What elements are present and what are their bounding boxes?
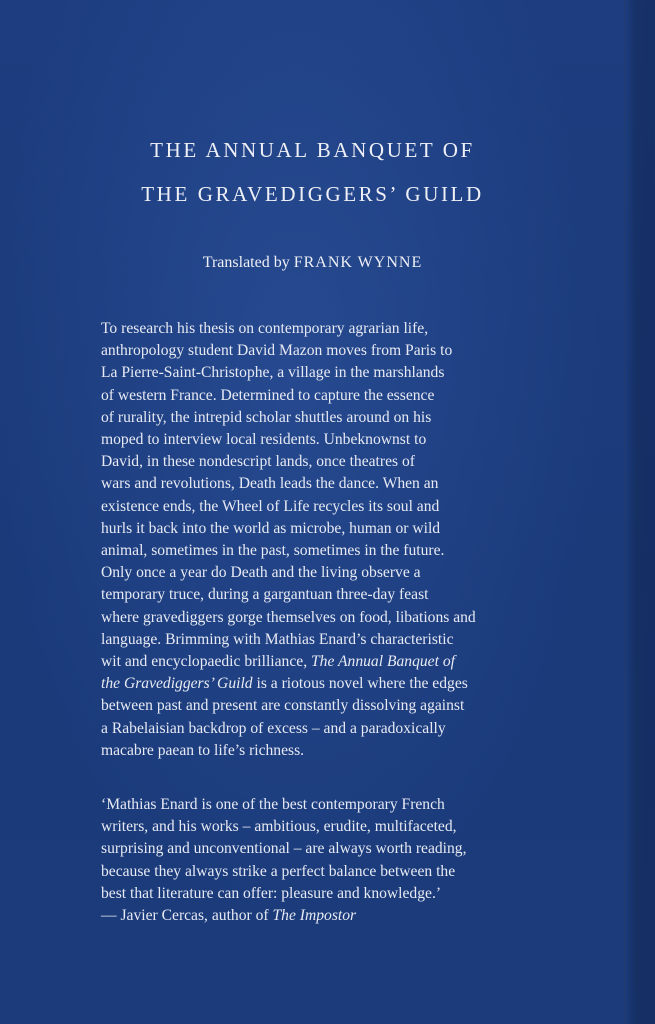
blurb-line: of rurality, the intrepid scholar shuttles around on his <box>101 408 432 426</box>
blurb-line: hurls it back into the world as microbe, human or wild <box>101 519 441 537</box>
blurb-line: macabre paean to life’s richness. <box>101 741 305 759</box>
quote-line: because they always strike a perfect balance between the <box>101 862 456 880</box>
blurb-line: temporary truce, during a gargantuan three-day feast <box>101 586 429 604</box>
blurb-text: is a riotous novel where the edges <box>252 675 468 693</box>
blurb-line: anthropology student David Mazon moves from Paris to <box>101 342 453 360</box>
blurb-line: To research his thesis on contemporary agrarian life, <box>101 320 429 337</box>
book-title-italic: The Annual Banquet of <box>311 653 455 671</box>
attribution-text: — Javier Cercas, author of <box>101 907 273 925</box>
blurb-line: Only once a year do Death and the living observe a <box>101 564 421 582</box>
blurb-line: language. Brimming with Mathias Enard’s characteristic <box>101 630 454 648</box>
blurb-line: existence ends, the Wheel of Life recycles its soul and <box>101 497 440 515</box>
title-line-1: THE ANNUAL BANQUET OF <box>150 138 475 162</box>
quote-attribution <box>101 905 521 927</box>
quote-line: surprising and unconventional – are always worth reading, <box>101 840 467 858</box>
blurb-line <box>101 673 521 695</box>
blurb-line: moped to interview local residents. Unbeknownst to <box>101 431 427 449</box>
blurb-line: of western France. Determined to capture the essence <box>101 386 435 404</box>
spine-fold <box>624 0 655 1024</box>
blurb-paragraph <box>101 318 521 762</box>
quote-line: best that literature can offer: pleasure and knowledge.’ <box>101 884 442 902</box>
blurb-text: wit and encyclopaedic brilliance, <box>101 653 311 671</box>
blurb-line: animal, sometimes in the past, sometimes in the future. <box>101 542 445 560</box>
book-title <box>0 128 625 216</box>
book-title-italic: the Gravediggers’ Guild <box>101 675 253 693</box>
review-quote <box>101 794 521 927</box>
blurb-line: David, in these nondescript lands, once theatres of <box>101 453 415 471</box>
blurb-line: La Pierre-Saint-Christophe, a village in the marshlands <box>101 364 445 382</box>
blurb-line <box>101 651 521 673</box>
blurb-line: wars and revolutions, Death leads the dance. When an <box>101 475 439 493</box>
translator-credit <box>0 254 625 272</box>
cited-book-title: The Impostor <box>272 907 357 925</box>
blurb-line: where gravediggers gorge themselves on food, libations and <box>101 608 476 626</box>
blurb-line: between past and present are constantly dissolving against <box>101 697 465 715</box>
quote-line: writers, and his works – ambitious, erudite, multifaceted, <box>101 818 457 836</box>
quote-line: ‘Mathias Enard is one of the best contemporary French <box>101 796 445 813</box>
blurb-line: a Rabelaisian backdrop of excess – and a paradoxically <box>101 719 446 737</box>
translator-prefix: Translated by <box>202 254 290 271</box>
translator-name: FRANK WYNNE <box>293 254 423 271</box>
title-line-2: THE GRAVEDIGGERS’ GUILD <box>141 182 484 206</box>
